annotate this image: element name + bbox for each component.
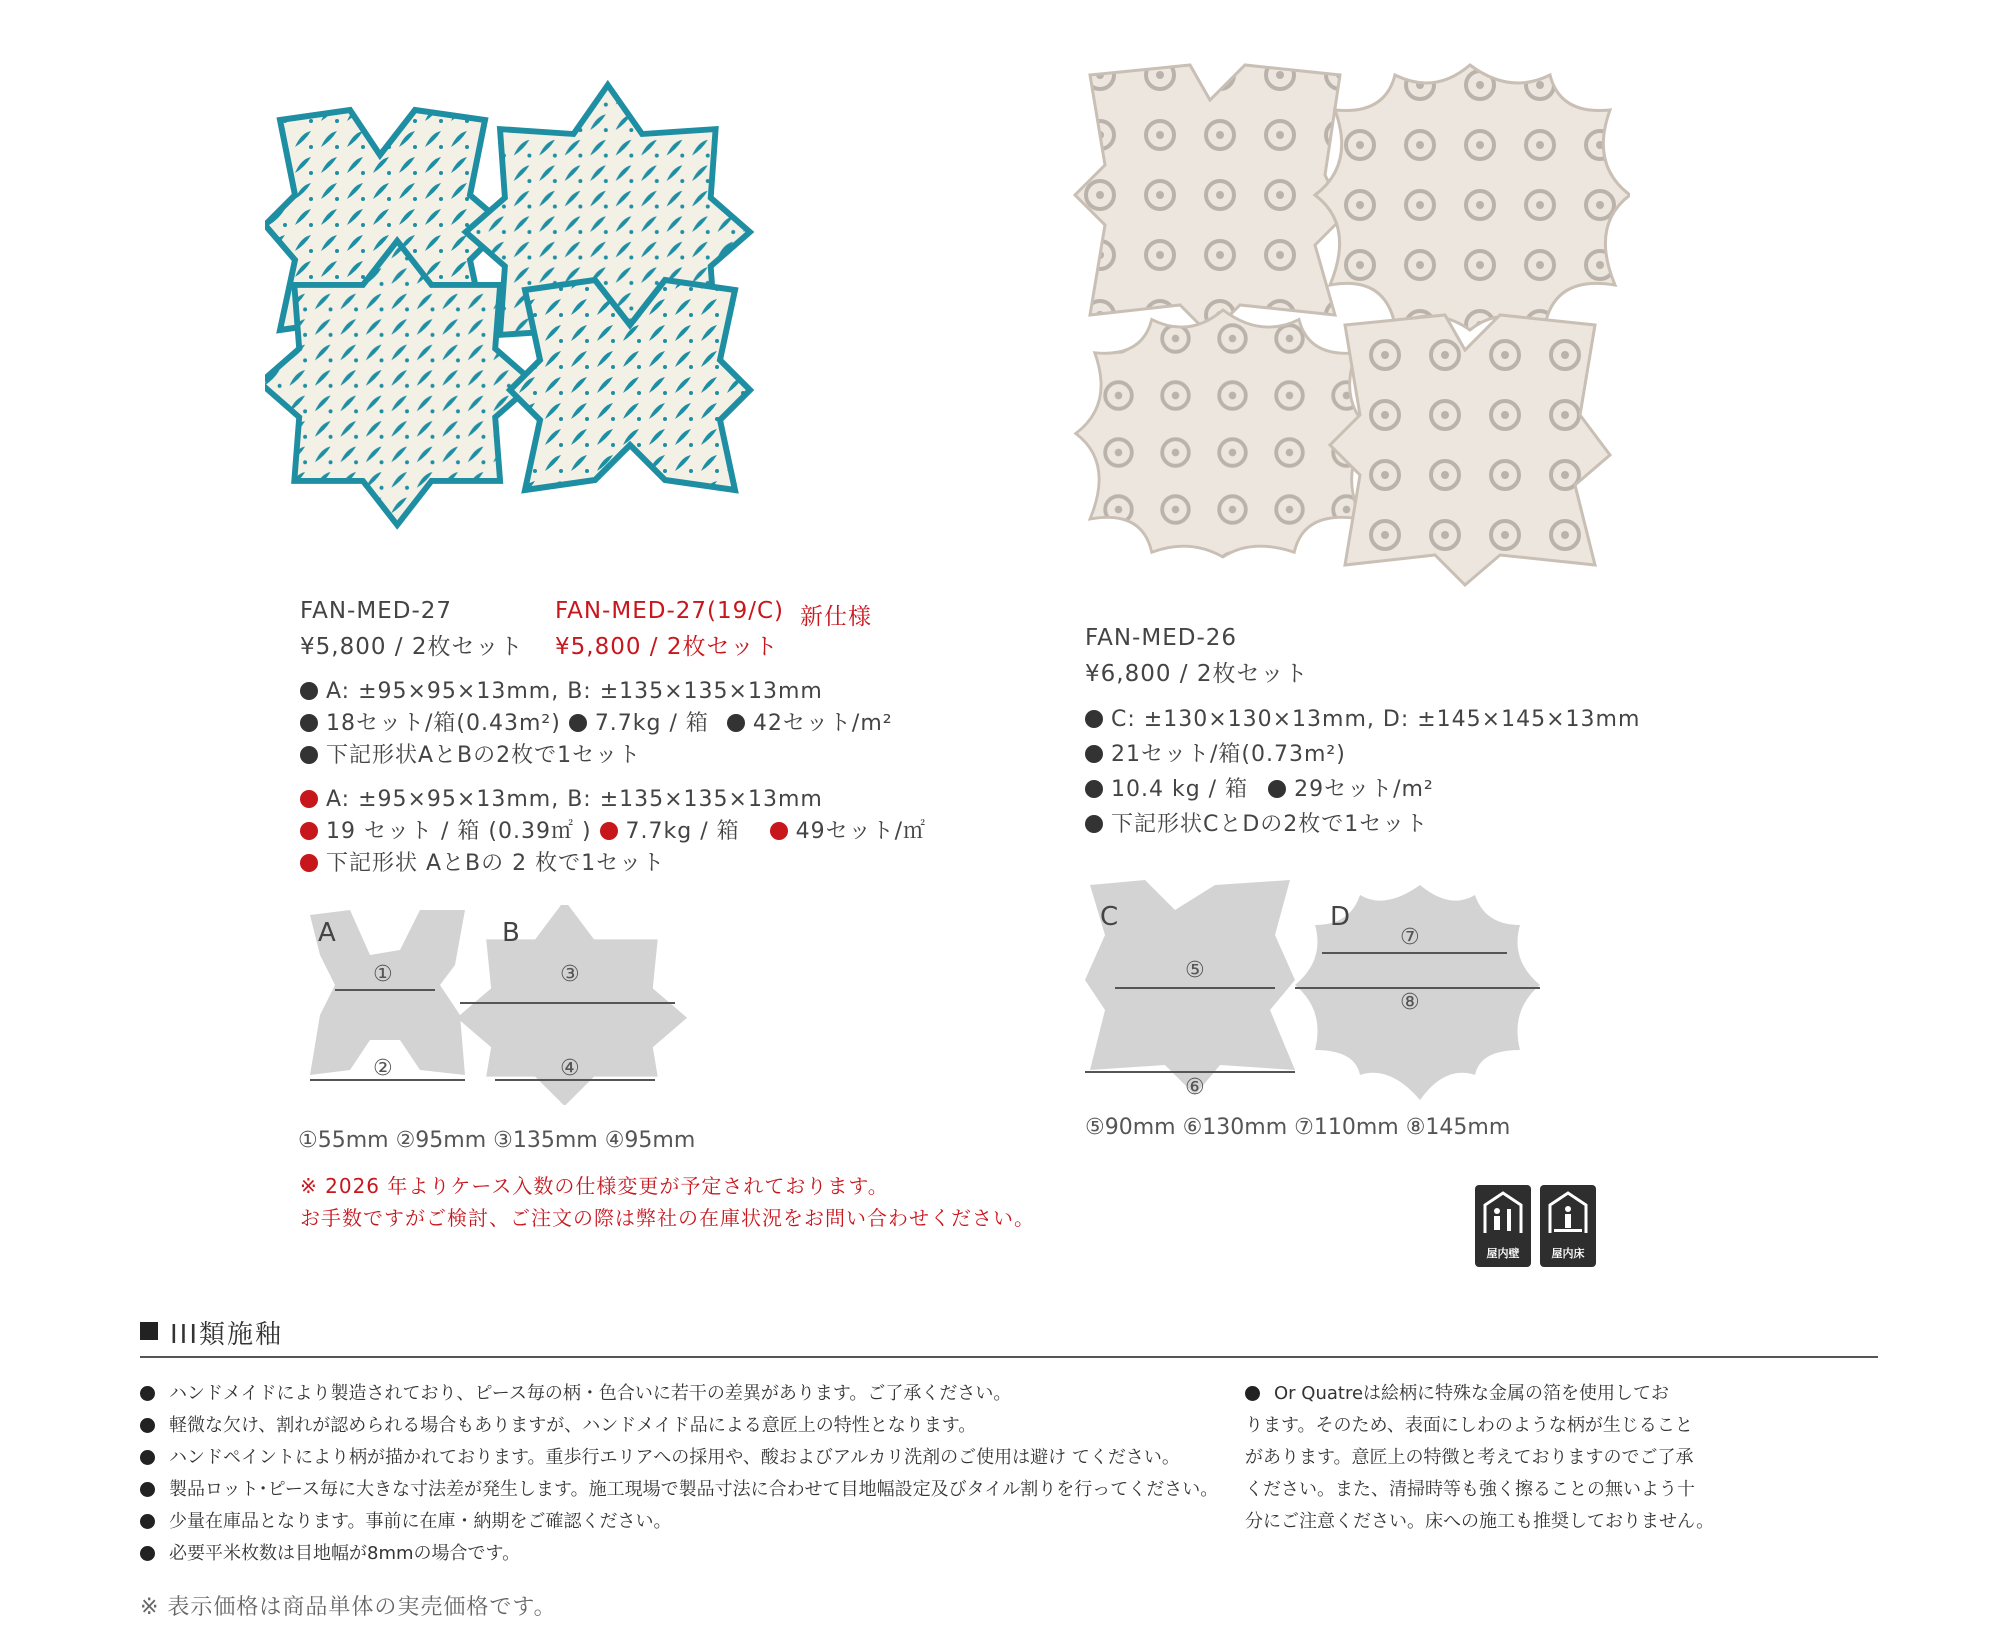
bullet-icon [300, 714, 318, 732]
notes-left [140, 1378, 1218, 1570]
notice-line-2: お手数ですがご検討、ご注文の際は弊社の在庫状況をお問い合わせください。 [300, 1206, 1035, 1230]
spec-list-2 [1085, 702, 1640, 842]
shape-label-d: D [1330, 902, 1351, 932]
product-price: ¥5,800 / 2枚セット [300, 634, 524, 660]
dimension-list-2: ⑤90mm ⑥130mm ⑦110mm ⑧145mm [1085, 1115, 1511, 1140]
bullet-icon [300, 682, 318, 700]
shape-label-b: B [502, 918, 520, 948]
indoor-floor-icon: 屋内床 [1540, 1185, 1596, 1267]
note-line: ください。また、清掃時等も強く擦ることの無いよう十 [1245, 1479, 1695, 1500]
note-item: 製品ロット･ピース毎に大きな寸法差が発生します。施工現場で製品寸法に合わせて目地幅設定及びタイル割りを行ってください。 [140, 1474, 1218, 1506]
dim-mark-1: ① [373, 962, 393, 987]
note-line: 分にご注意ください。床への施工も推奨しておりません。 [1245, 1511, 1715, 1532]
spec-size-2: C: ±130×130×13mm, D: ±145×145×13mm [1085, 702, 1640, 737]
dim-mark-3: ③ [560, 962, 580, 987]
bullet-icon [727, 714, 745, 732]
dim-mark-8: ⑧ [1400, 990, 1420, 1015]
note-line: があります。意匠上の特徴と考えておりますのでご了承 [1245, 1447, 1694, 1468]
bullet-icon [600, 822, 618, 840]
note-line: Or Quatreは絵柄に特殊な金属の箔を使用してお [1245, 1378, 1714, 1410]
dim-mark-2: ② [373, 1056, 393, 1081]
bullet-icon [140, 1482, 155, 1497]
bullet-icon [1268, 780, 1286, 798]
bullet-icon [1245, 1386, 1260, 1401]
section-divider [140, 1356, 1878, 1358]
dim-mark-5: ⑤ [1185, 958, 1205, 983]
new-product-code: FAN-MED-27(19/C) [555, 598, 785, 624]
note-item: 軽微な欠け、割れが認められる場合もありますが、ハンドメイド品による意匠上の特性となります。 [140, 1410, 1218, 1442]
bullet-icon [300, 854, 318, 872]
note-item: 少量在庫品となります。事前に在庫・納期をご確認ください。 [140, 1506, 1218, 1538]
bullet-icon [1085, 815, 1103, 833]
section-title: III類施釉 [170, 1320, 284, 1350]
note-line: ります。そのため、表面にしわのような柄が生じること [1245, 1415, 1693, 1436]
bullet-icon [140, 1386, 155, 1401]
bullet-icon [1085, 710, 1103, 728]
bullet-icon [1085, 745, 1103, 763]
bullet-icon [569, 714, 587, 732]
bullet-icon [140, 1546, 155, 1561]
shape-diagram-ab [300, 905, 700, 1105]
new-spec-set: 下記形状 AとBの 2 枚で1セット [300, 848, 926, 880]
note-item: ハンドペイントにより柄が描かれております。重歩行エリアへの採用や、酸およびアルカリ洗剤のご使用は避け てください。 [140, 1442, 1218, 1474]
notes-right [1245, 1378, 1714, 1538]
spec-size: A: ±95×95×13mm, B: ±135×135×13mm [300, 676, 893, 708]
spec-weight-2: 10.4 kg / 箱 29セット/m² [1085, 772, 1640, 807]
new-spec-list [300, 784, 926, 880]
footer-note: ※ 表示価格は商品単体の実売価格です。 [140, 1595, 557, 1620]
new-spec-badge: 新仕様 [800, 604, 872, 630]
bullet-icon [300, 746, 318, 764]
bullet-icon [770, 822, 788, 840]
note-item: 必要平米枚数は目地幅が8mmの場合です。 [140, 1538, 1218, 1570]
beige-tile-photo [1070, 45, 1630, 605]
shape-diagram-cd [1085, 880, 1540, 1105]
bullet-icon [140, 1418, 155, 1433]
product-price-2: ¥6,800 / 2枚セット [1085, 661, 1309, 687]
product-code-2: FAN-MED-26 [1085, 625, 1238, 651]
bullet-icon [140, 1450, 155, 1465]
new-product-price: ¥5,800 / 2枚セット [555, 634, 779, 660]
product-code: FAN-MED-27 [300, 598, 453, 624]
spec-set-2: 下記形状CとDの2枚で1セット [1085, 807, 1640, 842]
spec-set: 下記形状AとBの2枚で1セット [300, 740, 893, 772]
section-square-icon [140, 1322, 158, 1340]
spec-box: 18セット/箱(0.43m²) 7.7kg / 箱 42セット/m² [300, 708, 893, 740]
bullet-icon [140, 1514, 155, 1529]
shape-label-a: A [318, 918, 336, 948]
bullet-icon [1085, 780, 1103, 798]
shape-label-c: C [1100, 902, 1119, 932]
note-item: ハンドメイドにより製造されており、ピース毎の柄・色合いに若干の差異があります。ご了承ください。 [140, 1378, 1218, 1410]
indoor-wall-icon: 屋内壁 [1475, 1185, 1531, 1267]
notice-line-1: ※ 2026 年よりケース入数の仕様変更が予定されております。 [300, 1174, 889, 1198]
dimension-list: ①55mm ②95mm ③135mm ④95mm [298, 1128, 696, 1153]
blue-tile-photo [265, 75, 765, 535]
spec-box-2: 21セット/箱(0.73m²) [1085, 737, 1640, 772]
bullet-icon [300, 790, 318, 808]
dim-mark-4: ④ [560, 1056, 580, 1081]
new-spec-box: 19 セット / 箱 (0.39㎡ ) 7.7kg / 箱 49セット/㎡ [300, 816, 926, 848]
dim-mark-6: ⑥ [1185, 1075, 1205, 1100]
spec-list [300, 676, 893, 772]
bullet-icon [300, 822, 318, 840]
dim-mark-7: ⑦ [1400, 925, 1420, 950]
new-spec-size: A: ±95×95×13mm, B: ±135×135×13mm [300, 784, 926, 816]
